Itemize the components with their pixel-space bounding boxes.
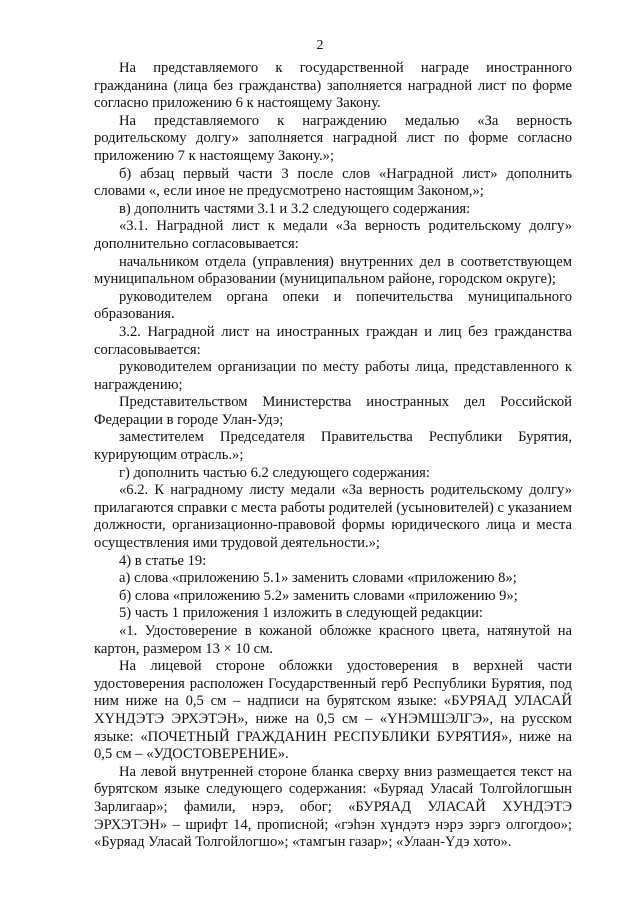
paragraph: руководителем органа опеки и попечительства муниципального образования. bbox=[94, 288, 572, 323]
paragraph: На представляемого к награждению медалью «За верность родительскому долгу» заполняется наградной лист по форме согласно приложению 7 к настоящему Закону.»; bbox=[94, 112, 572, 164]
document-body bbox=[94, 60, 572, 852]
paragraph: «1. Удостоверение в кожаной обложке красного цвета, натянутой на картон, размером 13 × 10 см. bbox=[94, 623, 572, 657]
paragraph: «6.2. К наградному листу медали «За верность родительскому долгу» прилагаются справки с места работы родителей (усыновителей) с указанием должности, организационно-правовой формы юридического лица и места осуществления ими трудовой деятельности.»; bbox=[94, 482, 572, 552]
paragraph: «3.1. Наградной лист к медали «За верность родительскому долгу» дополнительно согласовывается: bbox=[94, 218, 572, 252]
paragraph: а) слова «приложению 5.1» заменить словами «приложению 8»; bbox=[119, 570, 517, 587]
paragraph: 5) часть 1 приложения 1 изложить в следующей редакции: bbox=[119, 605, 483, 622]
paragraph: 4) в статье 19: bbox=[119, 552, 207, 569]
page-number: 2 bbox=[316, 38, 324, 53]
paragraph: руководителем организации по месту работы лица, представленного к награждению; bbox=[94, 359, 572, 393]
paragraph: 3.2. Наградной лист на иностранных граждан и лиц без гражданства согласовывается: bbox=[94, 323, 572, 358]
paragraph: На представляемого к государственной награде иностранного гражданина (лица без гражданства) заполняется наградной лист по форме согласно приложению 6 к настоящему Закону. bbox=[94, 60, 572, 112]
paragraph: На лицевой стороне обложки удостоверения в верхней части удостоверения расположен Государственный герб Республики Бурятия, под ним ниже на 0,5 см – надписи на бурятском языке: «БУРЯАД УЛАСАЙ ХYНДЭТЭ ЭРХЭТЭН», ниже на 0,5 см – «YНЭМШЭЛГЭ», на русском языке: «ПОЧЕТНЫЙ ГРАЖДАНИН РЕСПУБЛИКИ БУРЯТИЯ», ниже на 0,5 см – «УДОСТОВЕРЕНИЕ». bbox=[94, 658, 572, 763]
paragraph: в) дополнить частями 3.1 и 3.2 следующего содержания: bbox=[119, 200, 471, 217]
paragraph: б) слова «приложению 5.2» заменить словами «приложению 9»; bbox=[119, 587, 518, 604]
paragraph: заместителем Председателя Правительства Республики Бурятия, курирующим отрасль.»; bbox=[94, 429, 572, 464]
paragraph: начальником отдела (управления) внутренних дел в соответствующем муниципальном образовании (муниципальном районе, городском округе); bbox=[94, 253, 572, 288]
paragraph: На левой внутренней стороне бланка сверху вниз размещается текст на бурятском языке следующего содержания: «Буряад Уласай Толгойлогшын Зарлигаар»; фамили, нэрэ, обог; «БУРЯАД УЛАСАЙ ХУНДЭТЭ ЭРХЭТЭН» – шрифт 14, прописной; «гэһэн хүндэтэ нэрэ зэргэ олгогдоо»; «Буряад Уласай Толгойлогшо»; «тамгын газар»; «Улаан-Үдэ хото». bbox=[94, 763, 572, 851]
paragraph: г) дополнить частью 6.2 следующего содержания: bbox=[119, 464, 430, 481]
paragraph: б) абзац первый части 3 после слов «Наградной лист» дополнить словами «, если иное не предусмотрено настоящим Законом,»; bbox=[94, 165, 572, 200]
paragraph: Представительством Министерства иностранных дел Российской Федерации в городе Улан-Удэ; bbox=[94, 394, 572, 428]
